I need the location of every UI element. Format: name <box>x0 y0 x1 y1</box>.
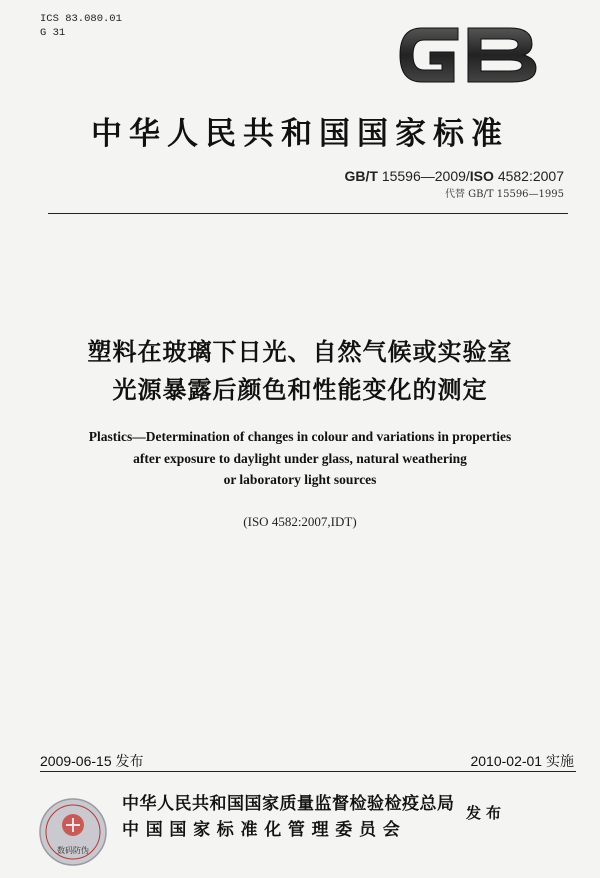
english-title-line-1: Plastics—Determination of changes in colour and variations in properties <box>88 429 512 444</box>
english-title <box>0 426 600 491</box>
publish-label: 发布 <box>466 804 507 822</box>
implementation-date: 2010-02-01 实施 <box>470 753 574 769</box>
iso-prefix: ISO <box>469 168 494 184</box>
ccs-code: G 31 <box>40 27 66 39</box>
english-title-line-3: or laboratory light sources <box>223 472 377 487</box>
classification-codes <box>40 12 122 40</box>
bottom-divider <box>40 771 576 772</box>
gb-logo <box>392 14 544 96</box>
iso-number: 4582:2007 <box>497 168 564 184</box>
anti-counterfeit-seal <box>38 797 108 867</box>
standard-number-value: 15596—2009/ <box>381 168 470 184</box>
standard-number <box>344 168 564 184</box>
iso-equivalence: (ISO 4582:2007,IDT) <box>243 514 357 529</box>
chinese-title <box>0 333 600 409</box>
standard-prefix: GB/T <box>344 168 378 184</box>
top-divider <box>48 213 568 214</box>
issuer-aqsiq: 中华人民共和国国家质量监督检验检疫总局 <box>122 794 455 814</box>
replaces-note: 代替 GB/T 15596—1995 <box>445 189 564 200</box>
country-standard-title: 中华人民共和国国家标准 <box>91 116 509 152</box>
chinese-title-line-2: 光源暴露后颜色和性能变化的测定 <box>112 376 488 404</box>
seal-label: 数码防伪 <box>57 846 89 855</box>
issue-date: 2009-06-15 发布 <box>40 753 144 769</box>
ics-code: ICS 83.080.01 <box>40 13 122 25</box>
chinese-title-line-1: 塑料在玻璃下日光、自然气候或实验室 <box>87 338 513 366</box>
english-title-line-2: after exposure to daylight under glass, natural weathering <box>133 450 467 466</box>
issuer-sac: 中国国家标准化管理委员会 <box>122 820 407 840</box>
